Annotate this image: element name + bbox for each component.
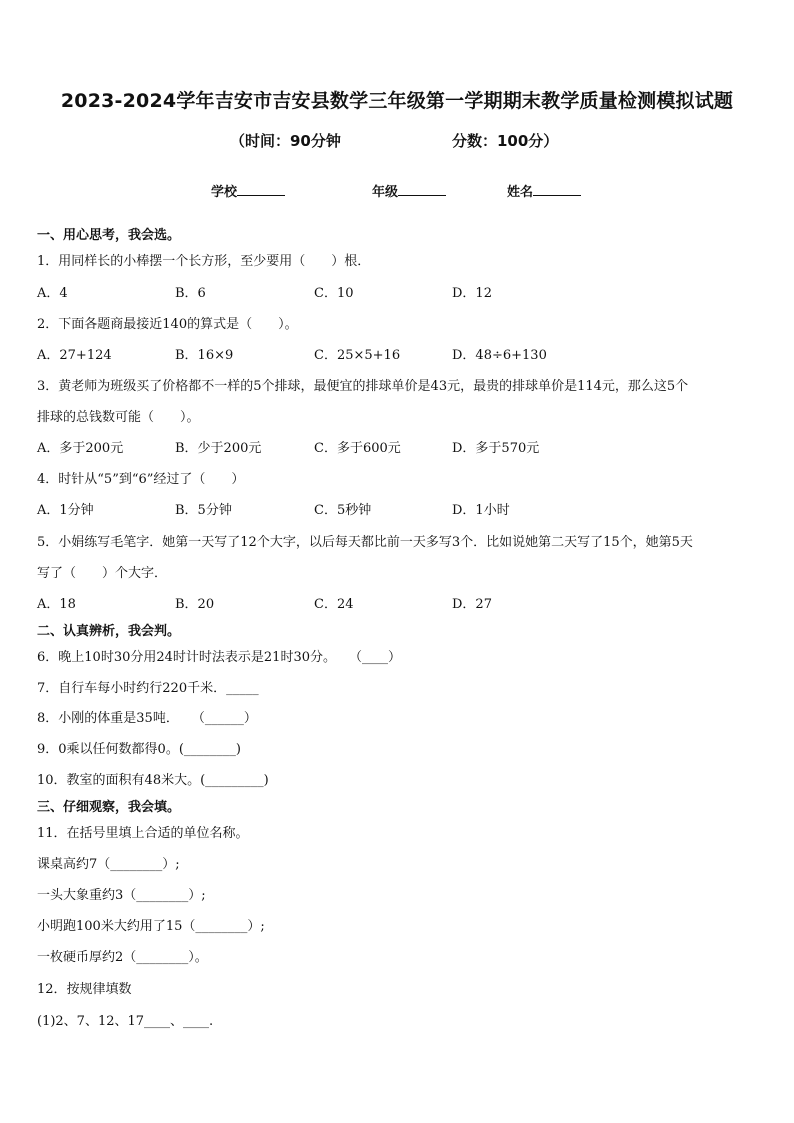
- question-8: 8．小刚的体重是35吨． （______）: [37, 711, 257, 726]
- q4-option-a[interactable]: A．1分钟: [37, 503, 94, 518]
- question-11-desk: 课桌高约7（________）;: [37, 857, 180, 872]
- q5-option-d[interactable]: D．27: [452, 597, 492, 612]
- question-5-line-2: 写了（ ）个大字．: [37, 566, 168, 581]
- q1-option-c[interactable]: C．10: [314, 286, 354, 301]
- q3-option-b[interactable]: B．少于200元: [175, 441, 262, 456]
- q1-option-d[interactable]: D．12: [452, 286, 492, 301]
- grade-label: 年级: [372, 185, 399, 200]
- question-10: 10．教室的面积有48米大。(_________): [37, 773, 269, 788]
- question-3-line-2: 排球的总钱数可能（ ）。: [37, 410, 200, 425]
- name-field: [507, 181, 581, 200]
- school-blank[interactable]: [237, 181, 285, 196]
- exam-time: （时间：90分钟: [230, 132, 341, 150]
- q2-option-a[interactable]: A．27+124: [37, 348, 112, 363]
- q5-option-b[interactable]: B．20: [175, 597, 215, 612]
- exam-title: 2023-2024学年吉安市吉安县数学三年级第一学期期末教学质量检测模拟试题: [60, 90, 734, 112]
- name-blank[interactable]: [533, 181, 581, 196]
- grade-blank[interactable]: [398, 181, 446, 196]
- q5-option-a[interactable]: A．18: [37, 597, 76, 612]
- question-9: 9．0乘以任何数都得0。(________): [37, 742, 241, 757]
- school-label: 学校: [211, 185, 238, 200]
- q5-option-c[interactable]: C．24: [314, 597, 354, 612]
- question-12-part-1: (1)2、7、12、17____、____.: [37, 1014, 214, 1029]
- school-field: [211, 181, 285, 200]
- q3-option-d[interactable]: D．多于570元: [452, 441, 540, 456]
- question-4: 4．时针从“5”到“6”经过了（ ）: [37, 472, 245, 487]
- question-1: 1．用同样长的小棒摆一个长方形，至少要用（ ）根．: [37, 254, 371, 269]
- name-label: 姓名: [507, 185, 534, 200]
- question-3-line-1: 3．黄老师为班级买了价格都不一样的5个排球，最便宜的排球单价是43元，最贵的排球单价是114元，那么这5个: [37, 379, 689, 394]
- question-6: 6．晚上10时30分用24时计时法表示是21时30分。 （____）: [37, 650, 401, 665]
- q4-option-c[interactable]: C．5秒钟: [314, 503, 372, 518]
- section-1-heading: 一、用心思考，我会选。: [37, 228, 181, 243]
- question-12: 12．按规律填数: [37, 982, 132, 997]
- q1-option-b[interactable]: B．6: [175, 286, 206, 301]
- q1-option-a[interactable]: A．4: [37, 286, 68, 301]
- question-7: 7．自行车每小时约行220千米．_____: [37, 681, 259, 696]
- question-11-coin: 一枚硬币厚约2（________）。: [37, 950, 208, 965]
- grade-field: [372, 181, 446, 200]
- section-2-heading: 二、认真辨析，我会判。: [37, 624, 181, 639]
- q2-option-c[interactable]: C．25×5+16: [314, 348, 401, 363]
- section-3-heading: 三、仔细观察，我会填。: [37, 800, 181, 815]
- question-11-elephant: 一头大象重约3（________）;: [37, 888, 206, 903]
- q2-option-b[interactable]: B．16×9: [175, 348, 234, 363]
- exam-score: 分数：100分）: [452, 132, 559, 150]
- q4-option-d[interactable]: D．1小时: [452, 503, 510, 518]
- question-11: 11．在括号里填上合适的单位名称。: [37, 826, 249, 841]
- q3-option-c[interactable]: C．多于600元: [314, 441, 401, 456]
- q3-option-a[interactable]: A．多于200元: [37, 441, 124, 456]
- question-2: 2．下面各题商最接近140的算式是（ ）。: [37, 317, 298, 332]
- question-11-run: 小明跑100米大约用了15（________）;: [37, 919, 265, 934]
- q4-option-b[interactable]: B．5分钟: [175, 503, 232, 518]
- q2-option-d[interactable]: D．48÷6+130: [452, 348, 547, 363]
- question-5-line-1: 5．小娟练写毛笔字．她第一天写了12个大字，以后每天都比前一天多写3个．比如说她第二天写了15个，她第5天: [37, 535, 693, 550]
